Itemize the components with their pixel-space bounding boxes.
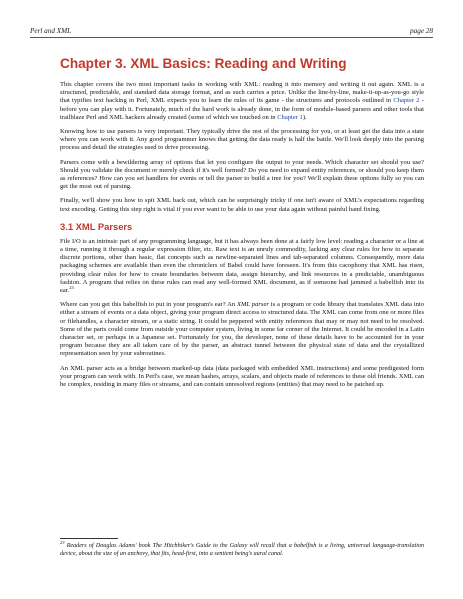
paragraph-file-io: [60, 238, 424, 295]
footnote-text: Readers of Douglas Adams' book The Hitchhiker's Guide to the Galaxy will recall that a babelfish is a living, universal language-translation device, about the size of an anchovy, that fits, head-first, into a sentient being's aural canal.: [60, 543, 424, 557]
header-page-number: page 28: [410, 27, 433, 35]
chapter-body: [60, 81, 424, 395]
emphasis-term: XML parser: [236, 301, 269, 309]
paragraph-text: ).: [302, 113, 307, 121]
paragraph-text: is a program or code library that translates XML data into either a stream of events or a data object, giving your program direct access to structured data. The XML can come from one or more files or filehandles, a character stream, or a static string. It could be peppered with entity references that may or may not need to be resolved. Some of the parts could come from outside your computer system, living in some far corner of the Internet. It could be encoded in a Latin character set, or perhaps in a Japanese set. Fortunately for you, the developer, none of these details have to be accounted for in your program because they are all taken care of by the parser, an abstract tunnel between the physical state of data and the crystallized representation seen by your subroutines.: [60, 301, 424, 358]
section-heading: 3.1 XML Parsers: [60, 220, 133, 232]
chapter-2-link[interactable]: Chapter 2: [393, 97, 420, 105]
chapter-title: Chapter 3. XML Basics: Reading and Writing: [60, 56, 347, 71]
paragraph-parser-bridge: An XML parser acts as a bridge between marked-up data (data packaged with embedded XML instructions) and some predigested form your program can work with. In Perl's case, we mean hashes, arrays, scalars, and objects made of references to these old friends. XML can be complex, residing in many files or streams, and can contain unresolved regions (entities) that may need to be patched up.: [60, 364, 424, 389]
header-book-title: Perl and XML: [30, 27, 72, 35]
paragraph-text: This chapter covers the two most important tasks in working with XML: reading it into memory and writing it out again. XML is a structured, predictable, and standard data storage format, and as such carries a price. Unlike the line-by-line, make-it-up-as-you-go style that typifies text hacking in Perl, XML expects you to learn the rules of its game - the structures and protocols outlined in: [60, 81, 424, 105]
paragraph-parsers-importance: Knowing how to use parsers is very important. They typically drive the rest of the processing for you, or at least get the data into a state where you can work with it. Any good programmer knows that getting the data ready is half the battle. We'll look deeply into the parsing process and detail the strategies used to drive processing.: [60, 128, 424, 152]
footnote: [60, 539, 424, 558]
footnote-ref[interactable]: 23: [69, 284, 74, 290]
header-divider: [30, 37, 433, 38]
paragraph-writing-xml: Finally, we'll show you how to spit XML back out, which can be surprisingly tricky if one isn't aware of XML's expectations regarding text encoding. Getting this step right is vital if you ever want to be able to use your data again without painful hand fixing.: [60, 197, 424, 213]
paragraph-parser-options: Parsers come with a bewildering array of options that let you configure the output to your needs. Which character set should you use? Should you validate the document or merely check if it's well formed? Do you need to expand entity references, or should you keep them as references? How can you set handlers for events or tell the parser to build a tree for you? We'll explain these options fully so you can get the most out of parsing.: [60, 158, 424, 191]
footnote-divider: [60, 538, 118, 539]
paragraph-intro: [60, 81, 424, 122]
paragraph-babelfish: [60, 301, 424, 358]
paragraph-text: - before you can play with it. Fortunately, much of the hard work is already done, in the form of module-based parsers and other tools that trailblaze Perl and XML hackers already created (some of which we touched on in: [60, 97, 425, 121]
chapter-1-link[interactable]: Chapter 1: [277, 113, 303, 121]
paragraph-text: Where can you get this babelfish to put in your program's ear? An: [60, 301, 237, 309]
paragraph-text: File I/O is an intrinsic part of any programming language, but it has always been done at a fairly low level: reading a character or a line at a time, running it through a regular expression filter, etc. Raw text is an unruly commodity, lacking any clear rules for how to separate discrete portions, other than basic, flat concepts such as newline-separated lines and tab-separated columns. Consequently, more data packaging schemes are available than even the chroniclers of Babel could have foreseen. It's from this cacophony that XML has risen, providing clear rules for how to create boundaries between data, assign hierarchy, and link resources in a predictable, unambiguous fashion. A program that relies on these rules can read any well-formed XML document, as if someone had jammed a babelfish into its ear.: [60, 237, 424, 295]
page-header: [30, 27, 433, 35]
footnote-number: 23: [60, 539, 65, 545]
